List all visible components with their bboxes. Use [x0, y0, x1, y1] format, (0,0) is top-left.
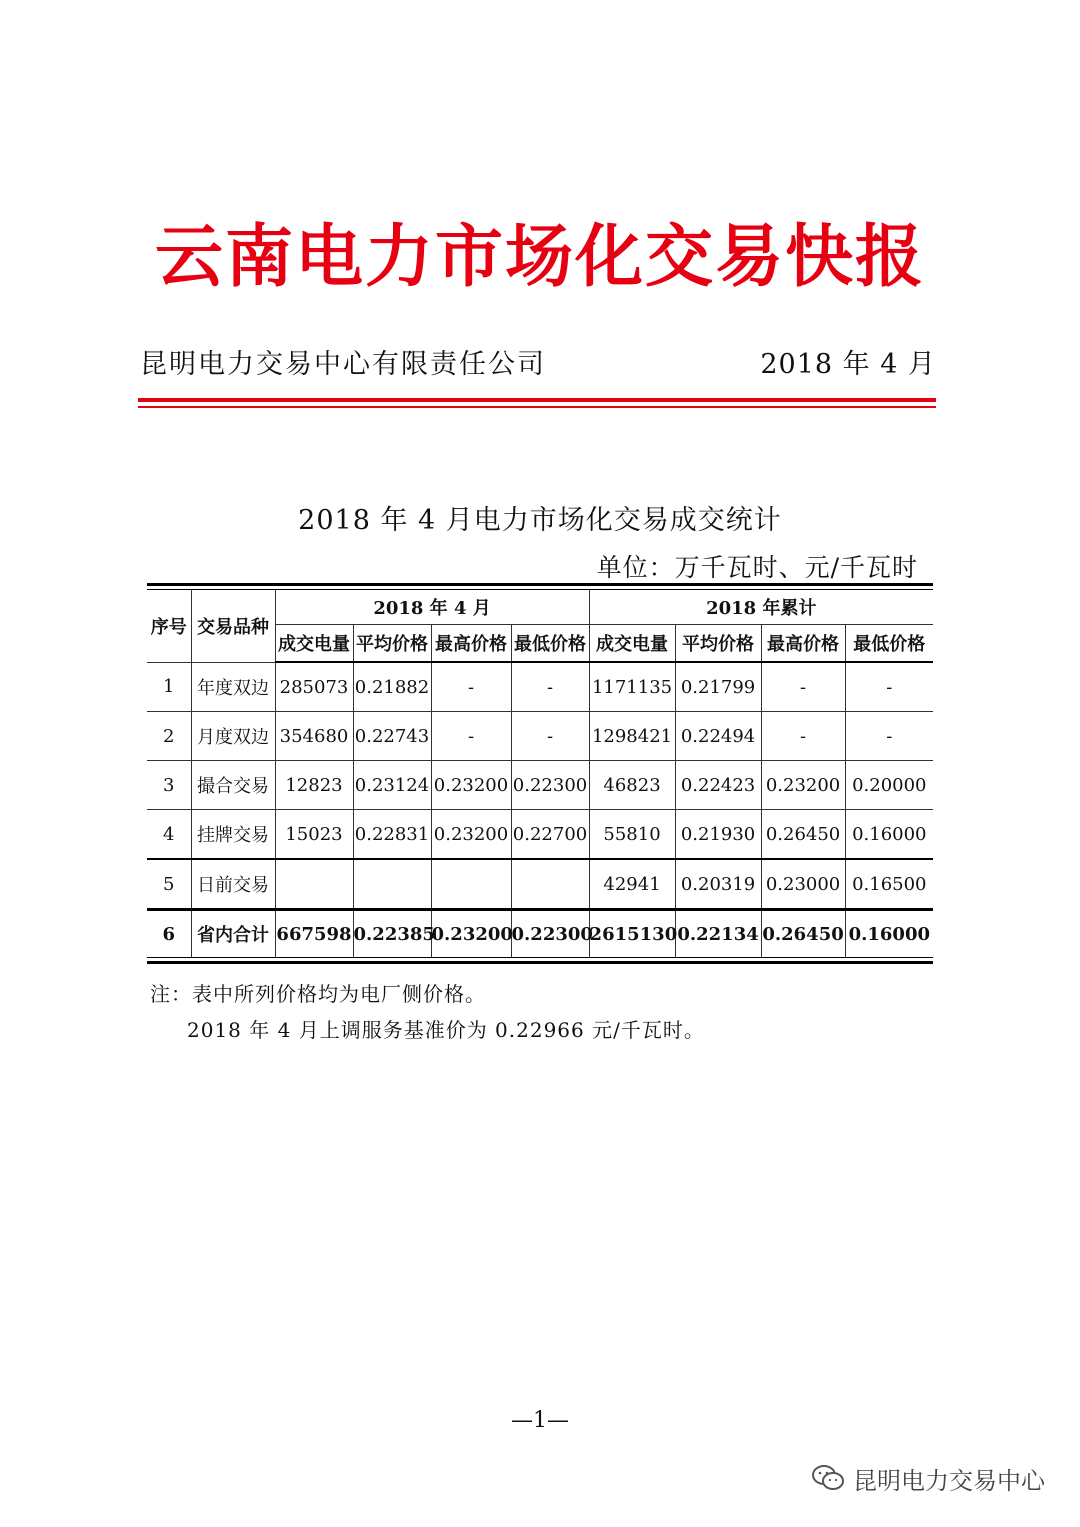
cell-seq: 2: [147, 712, 191, 761]
cell-seq: 4: [147, 810, 191, 860]
cell-seq: 6: [147, 910, 191, 958]
cell-month-max-price: 0.23200: [431, 910, 511, 958]
cell-ytd-max-price: 0.26450: [761, 810, 845, 860]
cell-ytd-max-price: 0.26450: [761, 910, 845, 958]
header-ytd-volume: 成交电量: [589, 625, 675, 663]
header-rule-thick: [138, 398, 936, 402]
statistics-table: [147, 590, 933, 957]
masthead-title: 云南电力市场化交易快报: [154, 218, 925, 297]
header-ytd-avg-price: 平均价格: [675, 625, 761, 663]
header-month-volume: 成交电量: [275, 625, 353, 663]
cell-month-avg-price: [353, 859, 431, 910]
cell-month-avg-price: 0.22385: [353, 910, 431, 958]
header-month-max-price: 最高价格: [431, 625, 511, 663]
watermark-text: 昆明电力交易中心: [853, 1466, 1045, 1495]
cell-ytd-avg-price: 0.22134: [675, 910, 761, 958]
cell-month-avg-price: 0.23124: [353, 761, 431, 810]
page-number: —1—: [511, 1408, 569, 1433]
organization-name: 昆明电力交易中心有限责任公司: [140, 349, 546, 380]
cell-ytd-min-price: 0.20000: [845, 761, 933, 810]
cell-month-min-price: 0.22300: [511, 761, 589, 810]
cell-month-avg-price: 0.22831: [353, 810, 431, 860]
cell-month-volume: [275, 859, 353, 910]
cell-month-max-price: -: [431, 662, 511, 712]
note-benchmark-price: 2018 年 4 月上调服务基准价为 0.22966 元/千瓦时。: [187, 1018, 705, 1042]
table-row: [147, 712, 933, 761]
note-price-basis: 注：表中所列价格均为电厂侧价格。: [150, 982, 486, 1006]
cell-seq: 3: [147, 761, 191, 810]
table-row: [147, 810, 933, 860]
total-row: [147, 910, 933, 958]
header-month-avg-price: 平均价格: [353, 625, 431, 663]
header-month-group: 2018 年 4 月: [275, 590, 589, 625]
issue-date: 2018 年 4 月: [760, 349, 936, 380]
cell-category: 年度双边: [191, 662, 275, 712]
header-ytd-min-price: 最低价格: [845, 625, 933, 663]
cell-seq: 1: [147, 662, 191, 712]
cell-ytd-max-price: -: [761, 712, 845, 761]
cell-ytd-avg-price: 0.21799: [675, 662, 761, 712]
cell-ytd-avg-price: 0.21930: [675, 810, 761, 860]
cell-ytd-min-price: 0.16000: [845, 810, 933, 860]
cell-category: 省内合计: [191, 910, 275, 958]
cell-category: 挂牌交易: [191, 810, 275, 860]
unit-label: 单位：万千瓦时、元/千瓦时: [596, 553, 918, 582]
header-seq: 序号: [147, 590, 191, 662]
cell-month-max-price: [431, 859, 511, 910]
cell-ytd-min-price: 0.16500: [845, 859, 933, 910]
cell-category: 月度双边: [191, 712, 275, 761]
cell-ytd-avg-price: 0.20319: [675, 859, 761, 910]
cell-category: 撮合交易: [191, 761, 275, 810]
cell-ytd-max-price: 0.23200: [761, 761, 845, 810]
cell-ytd-min-price: 0.16000: [845, 910, 933, 958]
cell-month-max-price: -: [431, 712, 511, 761]
cell-ytd-min-price: -: [845, 712, 933, 761]
cell-month-avg-price: 0.22743: [353, 712, 431, 761]
cell-ytd-max-price: -: [761, 662, 845, 712]
cell-ytd-min-price: -: [845, 662, 933, 712]
table-title: 2018 年 4 月电力市场化交易成交统计: [298, 505, 782, 536]
cell-category: 日前交易: [191, 859, 275, 910]
cell-ytd-volume: 1171135: [589, 662, 675, 712]
cell-ytd-max-price: 0.23000: [761, 859, 845, 910]
cell-month-volume: 15023: [275, 810, 353, 860]
header-ytd-max-price: 最高价格: [761, 625, 845, 663]
cell-ytd-avg-price: 0.22494: [675, 712, 761, 761]
cell-month-max-price: 0.23200: [431, 810, 511, 860]
cell-month-min-price: [511, 859, 589, 910]
cell-ytd-volume: 42941: [589, 859, 675, 910]
header-rule-thin: [138, 406, 936, 408]
cell-ytd-avg-price: 0.22423: [675, 761, 761, 810]
cell-ytd-volume: 1298421: [589, 712, 675, 761]
cell-month-volume: 285073: [275, 662, 353, 712]
wechat-icon: [811, 1464, 845, 1492]
cell-month-min-price: 0.22300: [511, 910, 589, 958]
cell-month-min-price: -: [511, 662, 589, 712]
cell-month-max-price: 0.23200: [431, 761, 511, 810]
table-row: [147, 662, 933, 712]
cell-month-volume: 12823: [275, 761, 353, 810]
cell-month-min-price: 0.22700: [511, 810, 589, 860]
cell-seq: 5: [147, 859, 191, 910]
table-row: [147, 761, 933, 810]
table-row: [147, 859, 933, 910]
cell-ytd-volume: 2615130: [589, 910, 675, 958]
cell-month-volume: 354680: [275, 712, 353, 761]
header-month-min-price: 最低价格: [511, 625, 589, 663]
cell-ytd-volume: 46823: [589, 761, 675, 810]
account-watermark: [811, 1458, 1045, 1498]
cell-month-avg-price: 0.21882: [353, 662, 431, 712]
cell-month-min-price: -: [511, 712, 589, 761]
header-category: 交易品种: [191, 590, 275, 662]
header-ytd-group: 2018 年累计: [589, 590, 933, 625]
cell-ytd-volume: 55810: [589, 810, 675, 860]
cell-month-volume: 667598: [275, 910, 353, 958]
statistics-table-frame: [147, 583, 933, 964]
